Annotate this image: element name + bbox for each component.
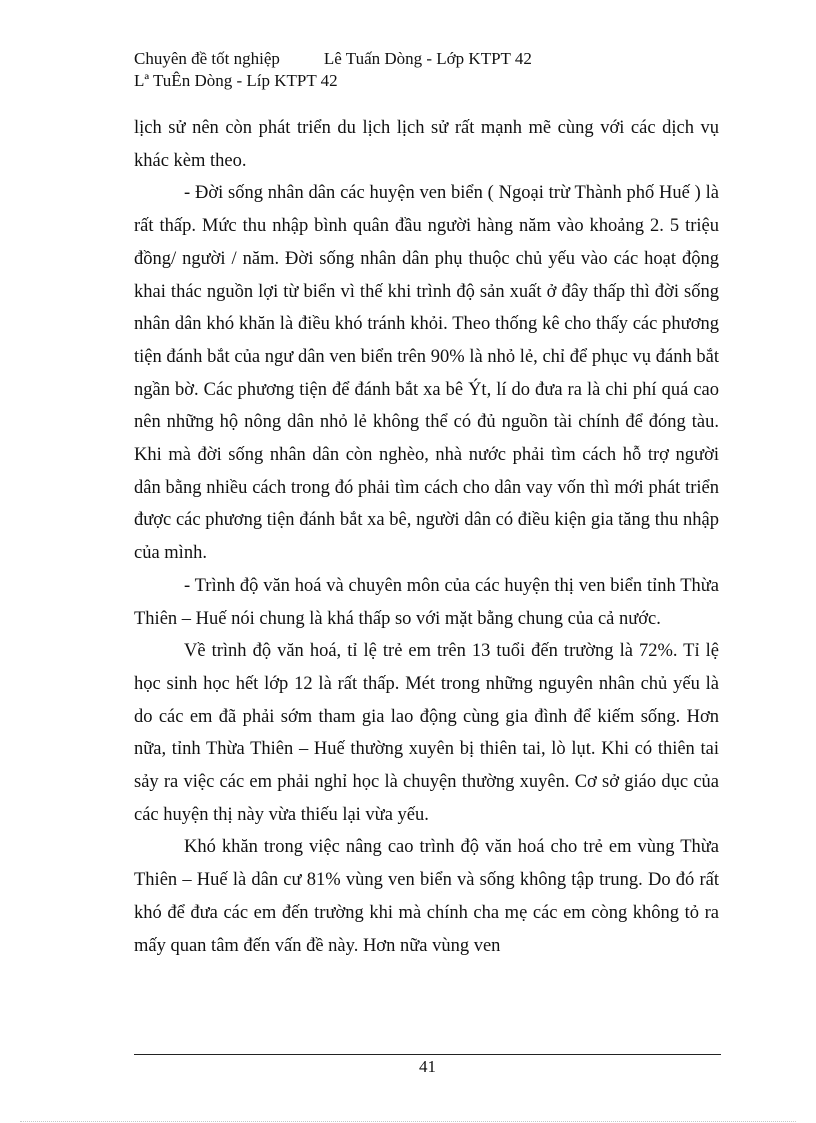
paragraph-education-difficulties: Khó khăn trong việc nâng cao trình độ văn hoá cho trẻ em vùng Thừa Thiên – Huế là dân cư 81% vùng ven biển và sống không tập trung. Do đó rất khó để đưa các em đến trường khi mà chính cha mẹ các em còng không tỏ ra mấy quan tâm đến vấn đề này. Hơn nữa vùng ven	[134, 837, 719, 956]
page-number: 41	[419, 1057, 436, 1076]
header-document-type: Chuyên đề tốt nghiệp	[134, 49, 280, 68]
body-text	[134, 112, 719, 962]
paragraph-school-attendance: Về trình độ văn hoá, tỉ lệ trẻ em trên 13 tuổi đến trường là 72%. Tỉ lệ học sinh học hết lớp 12 là rất thấp. Mét trong những nguyên nhân chủ yếu là do các em đã phải sớm tham gia lao động cùng gia đình để kiếm sống. Hơn nữa, tỉnh Thừa Thiên – Huế thường xuyên bị thiên tai, lò lụt. Khi có thiên tai sảy ra việc các em phải nghỉ học là chuyện thường xuyên. Cơ sở giáo dục của các huyện thị này vừa thiếu lại vừa yếu.	[134, 641, 719, 825]
page-bottom-border	[20, 1121, 796, 1122]
paragraph-continuation: lịch sử nên còn phát triển du lịch lịch sử rất mạnh mẽ cùng với các dịch vụ khác kèm theo.	[134, 118, 719, 171]
header-author-class: Lê Tuấn Dòng - Lớp KTPT 42	[323, 49, 532, 68]
header-line-1	[134, 48, 734, 70]
header-line-2: Lª TuÊn Dòng - Líp KTPT 42	[134, 71, 338, 90]
page-header	[134, 48, 734, 92]
paragraph-education-level: - Trình độ văn hoá và chuyên môn của các huyện thị ven biển tỉnh Thừa Thiên – Huế nói chung là khá thấp so với mặt bằng chung của cả nước.	[134, 575, 719, 629]
footer-divider	[134, 1054, 721, 1055]
paragraph-living-standards: - Đời sống nhân dân các huyện ven biển ( Ngoại trừ Thành phố Huế ) là rất thấp. Mức thu nhập bình quân đầu người hàng năm vào khoảng 2. 5 triệu đồng/ người / năm. Đời sống nhân dân phụ thuộc chủ yếu vào các hoạt động khai thác nguồn lợi từ biển vì thế khi trình độ sản xuất ở đây thấp thì đời sống nhân dân khó khăn là điều khó tránh khỏi. Theo thống kê cho thấy các phương tiện đánh bắt của ngư dân ven biển trên 90% là nhỏ lẻ, chỉ để phục vụ đánh bắt ngần bờ. Các phương tiện để đánh bắt xa bê Ýt, lí do đưa ra là chi phí quá cao nên những hộ nông dân nhỏ lẻ không thể có đủ nguồn tài chính để đóng tàu. Khi mà đời sống nhân dân còn nghèo, nhà nước phải tìm cách hỗ trợ người dân bằng nhiều cách trong đó phải tìm cách cho dân vay vốn thì mới phát triển được các phương tiện đánh bắt xa bê, người dân có điều kiện gia tăng thu nhập của mình.	[134, 183, 719, 564]
